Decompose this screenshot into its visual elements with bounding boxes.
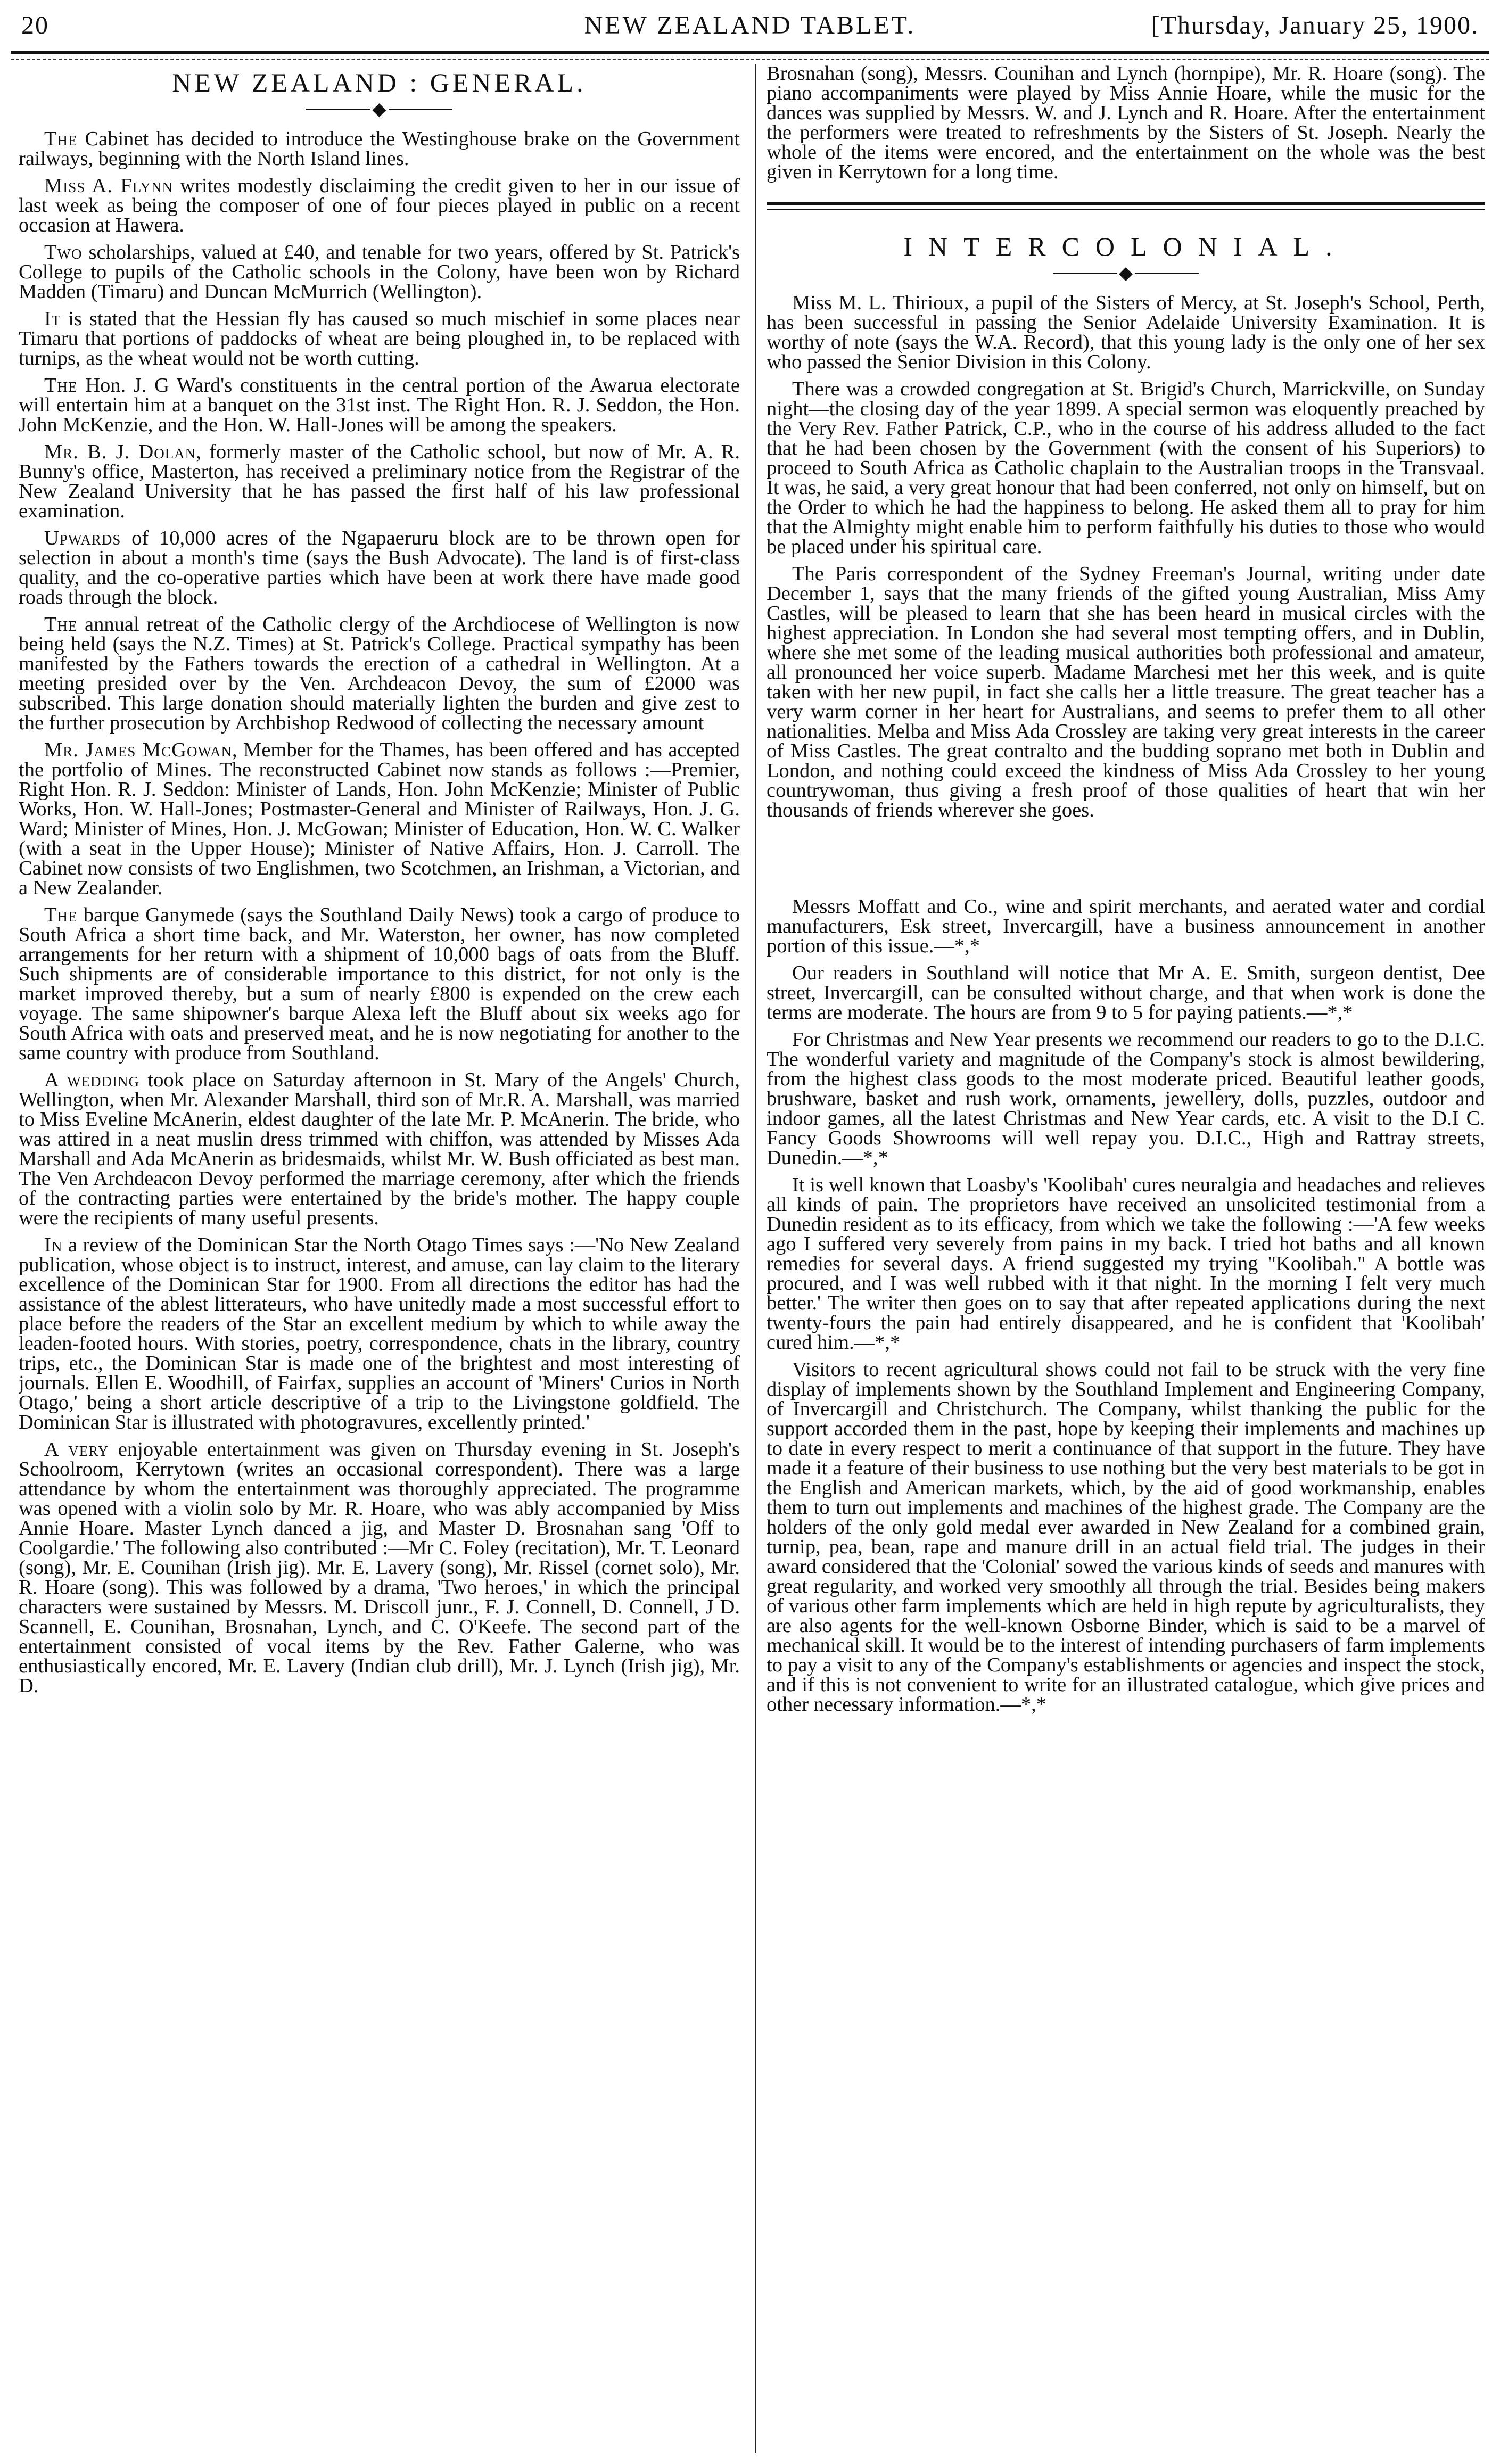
- article-paragraph: Two scholarships, valued at £40, and tenable for two years, offered by St. Patrick's College to pupils of the Catholic schools in the Colony, have been won by Richard Madden (Timaru) and Duncan McMurrich (Wellington).: [19, 241, 740, 303]
- page-number: 20: [21, 11, 49, 39]
- column-divider: [755, 64, 756, 2453]
- article-paragraph: The Hon. J. G Ward's constituents in the central portion of the Awarua electorate will entertain him at a banquet on the 31st inst. The Right Hon. R. J. Seddon, the Hon. John McKenzie, and the Hon. W. Hall-Jones will be among the speakers.: [19, 374, 740, 436]
- ornament-divider: [767, 262, 1485, 284]
- article-paragraph: The Paris correspondent of the Sydney Freeman's Journal, writing under date December 1, says that the many friends of the gifted young Australian, Miss Amy Castles, will be pleased to learn that she has been heard in musical circles with the highest appreciation. In London she had several most tempting offers, and in Dublin, where she met some of the leading musical authorities both professional and amateur, all pronounced her voice superb. Madame Marchesi met her this week, and is quite taken with her new pupil, in fact she calls her a little treasure. The great teacher has a very warm corner in her heart for Australians, and seems to prefer them to all other nationalities. Melba and Miss Ada Crossley are taking very great interests in the career of Miss Castles. The great contralto and the budding soprano met both in Dublin and London, and nothing could exceed the kindness of Miss Ada Crossley to her young countrywoman, thus giving a fresh proof of those qualities of heart that win her thousands of friends wherever she goes.: [767, 563, 1485, 822]
- left-column: [19, 64, 740, 2448]
- section-title-intercolonial: INTERCOLONIAL.: [903, 232, 1348, 261]
- header-rule: [11, 51, 1489, 54]
- section-separator-thick: [767, 202, 1485, 205]
- notice-gap: [767, 828, 1485, 897]
- ornament-divider: [19, 98, 740, 120]
- section-title-nz-general: NEW ZEALAND : GENERAL.: [172, 68, 587, 97]
- header-rule-dashed: [11, 59, 1489, 60]
- article-paragraph: In a review of the Dominican Star the North Otago Times says :—'No New Zealand publication, whose object is to instruct, interest, and amuse, can lay claim to the literary excellence of the Dominican Star for 1900. From all directions the editor has had the assistance of the ablest litterateurs, who have unitedly made a most successful effort to place before the readers of the Star an excellent medium by which to while away the leaden-footed hours. With stories, poetry, correspondence, chats in the library, country trips, etc., the Dominican Star is made one of the brightest and most interesting of journals. Ellen E. Woodhill, of Fairfax, supplies an account of 'Miners' Curios in North Otago,' being a short article descriptive of a trip to the Livingstone goldfield. The Dominican Star is illustrated with photogravures, excellently printed.': [19, 1234, 740, 1434]
- article-paragraph: It is stated that the Hessian fly has caused so much mischief in some places near Timaru that portions of paddocks of wheat are being ploughed in, to be replaced with turnips, as the wheat would not be worth cutting.: [19, 308, 740, 370]
- business-notice: Messrs Moffatt and Co., wine and spirit merchants, and aerated water and cordial manufacturers, Esk street, Invercargill, have a business announcement in another portion of this issue.—*,*: [767, 895, 1485, 958]
- business-notice: For Christmas and New Year presents we recommend our readers to go to the D.I.C. The wonderful variety and magnitude of the Company's stock is almost bewildering, from the highest class goods to the most moderate priced. Beautiful leather goods, brushware, basket and rush work, ornaments, jewellery, dolls, puzzles, outdoor and indoor games, all the latest Christmas and New Year cards, etc. A visit to the D.I C. Fancy Goods Showrooms will well repay you. D.I.C., High and Rattray streets, Dunedin.—*,*: [767, 1028, 1485, 1169]
- right-column: [767, 64, 1485, 2448]
- section-separator-thin: [767, 209, 1485, 210]
- issue-date: [Thursday, January 25, 1900.: [1151, 11, 1479, 39]
- article-continuation: Brosnahan (song), Messrs. Counihan and Lynch (hornpipe), Mr. R. Hoare (song). The piano accompaniments were played by Miss Annie Hoare, while the music for the dances was supplied by Messrs. W. and J. Lynch and R. Hoare. After the entertainment the performers were treated to refreshments by the Sisters of St. Joseph. Nearly the whole of the items were encored, and the entertainment on the whole was the best given in Kerrytown for a long time.: [767, 64, 1485, 183]
- article-paragraph: A very enjoyable entertainment was given on Thursday evening in St. Joseph's Schoolroom, Kerrytown (writes an occasional correspondent). There was a large attendance by whom the entertainment was thoroughly appreciated. The programme was opened with a violin solo by Mr. R. Hoare, who was ably accompanied by Miss Annie Hoare. Master Lynch danced a jig, and Master D. Brosnahan sang 'Off to Coolgardie.' The following also contributed :—Mr C. Foley (recitation), Mr. T. Leonard (song), Mr. E. Counihan (Irish jig). Mr. E. Lavery (song), Mr. Rissel (cornet solo), Mr. R. Hoare (song). This was followed by a drama, 'Two heroes,' in which the principal characters were sustained by Messrs. M. Driscoll junr., F. J. Connell, D. Connell, J D. Scannell, E. Counihan, Brosnahan, Lynch, and C. O'Keefe. The second part of the entertainment consisted of vocal items by the Rev. Father Galerne, who was enthusiastically encored, Mr. E. Lavery (Indian club drill), Mr. J. Lynch (Irish jig), Mr. D.: [19, 1438, 740, 1697]
- business-notice: It is well known that Loasby's 'Koolibah' cures neuralgia and headaches and relieves all kinds of pain. The proprietors have received an unsolicited testimonial from a Dunedin resident as to its efficacy, from which we take the following :—'A few weeks ago I suffered very severely from pains in my back. I tried hot baths and all known remedies for several days. A friend suggested my trying "Koolibah." A bottle was procured, and I was well rubbed with it that night. In the morning I felt very much better.' The writer then goes on to say that after repeated applications during the next twenty-fours the pain had entirely disappeared, and he is confident that 'Koolibah' cured him.—*,*: [767, 1174, 1485, 1354]
- article-paragraph: The annual retreat of the Catholic clergy of the Archdiocese of Wellington is now being held (says the N.Z. Times) at St. Patrick's College. Practical sympathy has been manifested by the Fathers towards the erection of a cathedral in Wellington. At a meeting presided over by the Ven. Archdeacon Devoy, the sum of £2000 was subscribed. This large donation should materially lighten the burden and give zest to the further prosecution by Archbishop Redwood of collecting the necessary amount: [19, 613, 740, 735]
- article-paragraph: A wedding took place on Saturday afternoon in St. Mary of the Angels' Church, Wellington, when Mr. Alexander Marshall, third son of Mr.R. A. Marshall, was married to Miss Eveline McAnerin, eldest daughter of the late Mr. P. McAnerin. The bride, who was attired in a neat muslin dress trimmed with chiffon, was attended by Misses Ada Marshall and Ada McAnerin as bridesmaids, whilst Mr. W. Bush officiated as best man. The Ven Archdeacon Devoy performed the marriage ceremony, after which the friends of the contracting parties were entertained by the bride's mother. The happy couple were the recipients of many useful presents.: [19, 1069, 740, 1230]
- article-paragraph: Upwards of 10,000 acres of the Ngapaeruru block are to be thrown open for selection in about a month's time (says the Bush Advocate). The land is of first-class quality, and the co-operative parties which have been at work there have made good roads through the block.: [19, 527, 740, 609]
- paper-title: NEW ZEALAND TABLET.: [584, 11, 916, 39]
- article-paragraph: Mr. James McGowan, Member for the Thames, has been offered and has accepted the portfolio of Mines. The reconstructed Cabinet now stands as follows :—Premier, Right Hon. R. J. Seddon: Minister of Lands, Hon. John McKenzie; Minister of Public Works, Hon. W. Hall-Jones; Postmaster-General and Minister of Railways, Hon. J. G. Ward; Minister of Mines, Hon. J. McGowan; Minister of Education, Hon. W. C. Walker (with a seat in the Upper House); Minister of Native Affairs, Hon. J. Carroll. The Cabinet now consists of two Englishmen, two Scotchmen, an Irishman, a Victorian, and a New Zealander.: [19, 739, 740, 900]
- business-notice: Our readers in Southland will notice that Mr A. E. Smith, surgeon dentist, Dee street, Invercargill, can be consulted without charge, and that when work is done the terms are moderate. The hours are from 9 to 5 for paying patients.—*,*: [767, 962, 1485, 1024]
- article-paragraph: The barque Ganymede (says the Southland Daily News) took a cargo of produce to South Africa a short time back, and Mr. Waterston, her owner, has now completed arrangements for her return with a shipment of 10,000 bags of oats from the Bluff. Such shipments are of considerable importance to this district, for not only is the market improved thereby, but a sum of nearly £800 is expended on the crew each voyage. The same shipowner's barque Alexa left the Bluff about six weeks ago for South Africa with oats and preserved meat, and he is now negotiating for another to the same country with produce from Southland.: [19, 904, 740, 1065]
- article-paragraph: The Cabinet has decided to introduce the Westinghouse brake on the Government railways, beginning with the North Island lines.: [19, 128, 740, 170]
- article-paragraph: Mr. B. J. Dolan, formerly master of the Catholic school, but now of Mr. A. R. Bunny's office, Masterton, has received a preliminary notice from the Registrar of the New Zealand University that he has passed the first half of his law professional examination.: [19, 441, 740, 523]
- article-paragraph: There was a crowded congregation at St. Brigid's Church, Marrickville, on Sunday night—the closing day of the year 1899. A special sermon was eloquently preached by the Very Rev. Father Patrick, C.P., who in the course of his address alluded to the fact that he had been chosen by the Government (with the consent of his Superiors) to proceed to South Africa as Catholic chaplain to the Australian troops in the Transvaal. It was, he said, a very great honour that had been conferred, not only on himself, but on the Order to which he had the happiness to belong. He asked them all to pray for him that the Almighty might enable him to perform faithfully his duties to those who would be placed under his spiritual care.: [767, 378, 1485, 558]
- page-header: [21, 11, 1479, 48]
- article-paragraph: Miss A. Flynn writes modestly disclaiming the credit given to her in our issue of last week as being the composer of one of four pieces played in public on a recent occasion at Hawera.: [19, 175, 740, 237]
- diamond-ornament-icon: ◆: [372, 100, 386, 120]
- business-notice: Visitors to recent agricultural shows could not fail to be struck with the very fine display of implements shown by the Southland Implement and Engineering Company, of Invercargill and Christchurch. The Company, whilst thanking the public for the support accorded them in the past, hope by keeping their implements and machines up to date in every respect to merit a continuance of that support in the future. They have made it a feature of their business to use nothing but the very best materials to be got in the English and American markets, which, by the aid of good workmanship, enables them to turn out implements and machines of the highest grade. The Company are the holders of the only gold medal ever awarded in New Zealand for a combined grain, turnip, pea, bean, rape and manure drill in an actual field trial. The judges in their award considered that the 'Colonial' sowed the various kinds of seeds and manures with great regularity, and worked very smoothly all through the trial. Besides being makers of various other farm implements which are held in high repute by agriculturalists, they are also agents for the well-known Osborne Binder, which is said to be a marvel of mechanical skill. It would be to the interest of intending purchasers of farm implements to pay a visit to any of the Company's establishments or agencies and inspect the stock, and if this is not convenient to write for an illustrated catalogue, which give prices and other necessary information.—*,*: [767, 1358, 1485, 1716]
- diamond-ornament-icon: ◆: [1118, 263, 1133, 284]
- article-paragraph: Miss M. L. Thirioux, a pupil of the Sisters of Mercy, at St. Joseph's School, Perth, has been successful in passing the Senior Adelaide University Examination. It is worthy of note (says the W.A. Record), that this young lady is the only one of her sex who passed the Senior Division in this Colony.: [767, 292, 1485, 374]
